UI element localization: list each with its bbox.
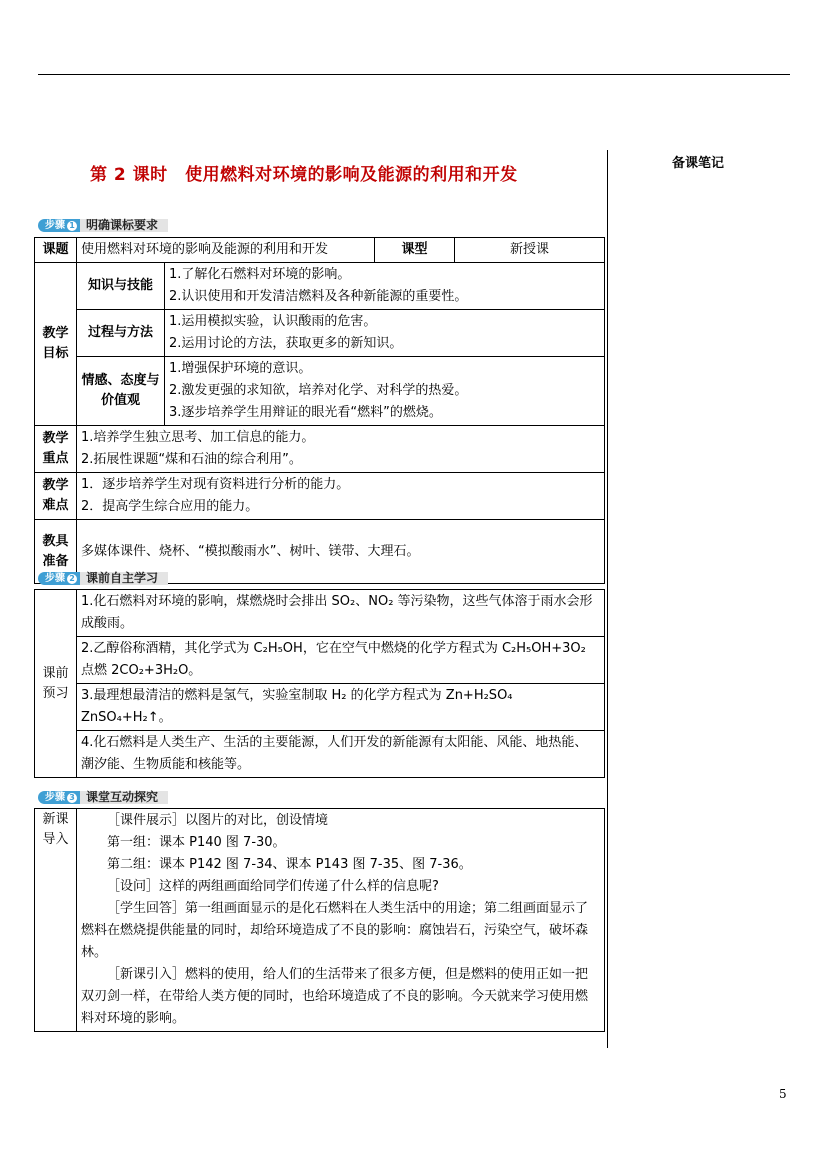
list-item: 2.拓展性课题“煤和石油的综合利用”。: [81, 452, 302, 467]
topic-label: 课题: [35, 238, 77, 263]
list-item: 1.培养学生独立思考、加工信息的能力。: [81, 430, 315, 445]
step-2-label: 课前自主学习: [80, 572, 168, 585]
list-item: 2.认识使用和开发清洁燃料及各种新能源的重要性。: [169, 289, 468, 304]
key-points-items: [77, 426, 605, 473]
step-2-badge: 步骤 2: [38, 572, 80, 585]
step-3-header: [38, 790, 603, 805]
preview-table: [34, 589, 605, 778]
tools-label: 教具准备: [35, 520, 77, 584]
preview-item: 1.化石燃料对环境的影响，煤燃烧时会排出 SO₂、NO₂ 等污染物，这些气体溶于雨水会形成酸雨。: [77, 590, 605, 637]
goal-attitude-items: [165, 357, 605, 426]
goal-process-label: 过程与方法: [77, 310, 165, 357]
page-number: 5: [779, 1087, 787, 1101]
notes-title: 备课笔记: [672, 156, 725, 171]
list-item: 2.激发更强的求知欲，培养对化学、对科学的热爱。: [169, 383, 468, 398]
list-item: 1.了解化石燃料对环境的影响。: [169, 267, 351, 282]
list-item: 3.逐步培养学生用辩证的眼光看“燃料”的燃烧。: [169, 405, 442, 420]
page-title: 第 2 课时 使用燃料对环境的影响及能源的利用和开发: [90, 165, 518, 185]
type-value: 新授课: [455, 238, 605, 263]
notes-divider: [607, 150, 608, 1048]
key-points-label: 教学重点: [35, 426, 77, 473]
intro-label: 新课导入: [35, 809, 77, 1032]
goal-process-items: [165, 310, 605, 357]
intro-paragraph: ［学生回答］第一组画面显示的是化石燃料在人类生活中的用途；第二组画面显示了燃料在燃烧提供能量的同时，却给环境造成了不良的影响：腐蚀岩石，污染空气，破坏森林。: [81, 901, 589, 960]
goals-label: 教学目标: [35, 263, 77, 426]
list-item: 2.运用讨论的方法，获取更多的新知识。: [169, 336, 403, 351]
step-1-header: [38, 218, 603, 233]
intro-table: [34, 808, 605, 1032]
intro-paragraph: 第二组：课本 P142 图 7-34、课本 P143 图 7-35、图 7-36。: [107, 857, 472, 872]
intro-paragraph: ［新课引入］燃料的使用，给人们的生活带来了很多方便，但是燃料的使用正如一把双刃剑一样，在带给人类方便的同时，也给环境造成了不良的影响。今天就来学习使用燃料对环境的影响。: [81, 967, 589, 1026]
list-item: 1.增强保护环境的意识。: [169, 361, 312, 376]
preview-label: 课前预习: [35, 590, 77, 778]
list-item: 1.运用模拟实验，认识酸雨的危害。: [169, 314, 377, 329]
step-2-header: [38, 571, 603, 586]
list-item: 2．提高学生综合应用的能力。: [81, 499, 259, 514]
intro-paragraph: ［设问］这样的两组画面给同学们传递了什么样的信息呢?: [107, 879, 439, 894]
objectives-table: [34, 237, 605, 584]
tools-value: 多媒体课件、烧杯、“模拟酸雨水”、树叶、镁带、大理石。: [77, 520, 605, 584]
step-3-badge: 步骤 3: [38, 791, 80, 804]
goal-knowledge-label: 知识与技能: [77, 263, 165, 310]
step-3-label: 课堂互动探究: [80, 791, 168, 804]
intro-paragraph: 第一组：课本 P140 图 7-30。: [107, 835, 286, 850]
goal-knowledge-items: [165, 263, 605, 310]
goal-attitude-label: 情感、态度与价值观: [77, 357, 165, 426]
difficulty-items: [77, 473, 605, 520]
preview-item: 2.乙醇俗称酒精，其化学式为 C₂H₅OH，它在空气中燃烧的化学方程式为 C₂H₅OH+3O₂ 点燃 2CO₂+3H₂O。: [77, 637, 605, 684]
preview-item: 3.最理想最清洁的燃料是氢气，实验室制取 H₂ 的化学方程式为 Zn+H₂SO₄ ZnSO₄+H₂↑。: [77, 684, 605, 731]
header-rule: [38, 74, 790, 75]
list-item: 1．逐步培养学生对现有资料进行分析的能力。: [81, 477, 350, 492]
type-label: 课型: [375, 238, 455, 263]
difficulty-label: 教学难点: [35, 473, 77, 520]
step-1-badge: 步骤 1: [38, 219, 80, 232]
topic-value: 使用燃料对环境的影响及能源的利用和开发: [77, 238, 375, 263]
intro-paragraph: ［课件展示］以图片的对比，创设情境: [107, 813, 329, 828]
step-1-label: 明确课标要求: [80, 219, 168, 232]
preview-item: 4.化石燃料是人类生产、生活的主要能源，人们开发的新能源有太阳能、风能、地热能、潮汐能、生物质能和核能等。: [77, 731, 605, 778]
intro-content: [77, 809, 605, 1032]
